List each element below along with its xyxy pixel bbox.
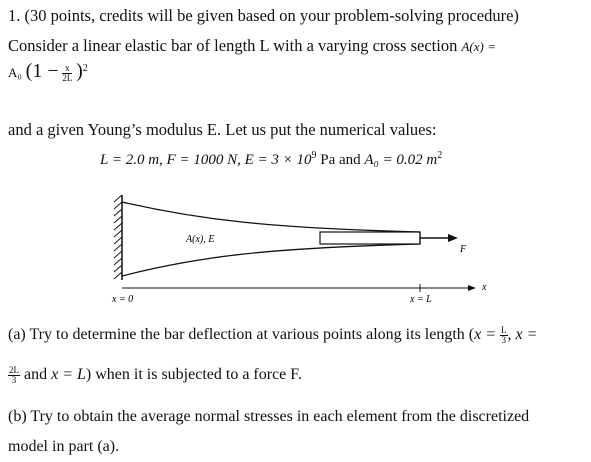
part-b-line1: (b) Try to obtain the average normal stresses in each element from the discretized <box>8 408 530 425</box>
part-a-continued <box>8 366 302 385</box>
area-a0: A₀ <box>8 65 22 80</box>
area-frac-den: 2L <box>62 73 73 84</box>
frac-L-3-den: 3 <box>501 335 507 345</box>
given-L: L = 2.0 m, <box>100 152 163 168</box>
label-force: F <box>460 244 467 255</box>
given-F: F = 1000 N, <box>166 152 241 168</box>
bar-figure <box>110 190 510 315</box>
problem-header: 1. (30 points, credits will be given based on your problem-solving procedure) <box>8 6 519 25</box>
part-a <box>8 326 537 345</box>
area-close: ) <box>76 60 83 82</box>
bar-end <box>320 232 420 244</box>
force-arrow <box>420 234 458 242</box>
part-a-xeq: x = <box>474 326 497 344</box>
frac-L-3 <box>500 326 508 345</box>
part-a-xeq2: x = <box>515 326 538 344</box>
part-a-and: and <box>24 366 48 384</box>
bar-diagram <box>110 190 510 310</box>
area-exponent: 2 <box>82 63 88 74</box>
given-values <box>100 150 442 169</box>
given-E-unit: Pa and <box>320 152 361 168</box>
problem-intro <box>8 36 496 56</box>
frac-2L-3-num: 2L <box>9 365 19 375</box>
label-xL: x = L <box>410 294 432 305</box>
label-x0: x = 0 <box>112 294 134 305</box>
frac-L-3-num: L <box>501 325 507 335</box>
given-A0: A₀ = 0.02 m <box>364 152 438 168</box>
frac-2L-3 <box>8 366 20 385</box>
intro-text: Consider a linear elastic bar of length L with a varying cross section <box>8 36 458 55</box>
area-fraction <box>62 64 72 83</box>
given-E: E = 3 × 10 <box>244 152 312 168</box>
part-a-xeq3: x = L <box>51 366 86 384</box>
label-area: A(x), E <box>186 234 215 245</box>
given-E-exp: 9 <box>311 150 317 161</box>
tapered-bar <box>122 202 420 276</box>
youngs-modulus-text: and a given Young’s modulus E. Let us put the numerical values: <box>8 120 437 139</box>
area-function-label: A(x) = <box>461 39 496 54</box>
area-open: (1 − <box>25 60 59 82</box>
part-b-line2: model in part (a). <box>8 438 120 455</box>
part-a-text: (a) Try to determine the bar deflection at various points along its length ( <box>8 326 475 344</box>
label-axis: x <box>482 282 487 293</box>
part-a-text3: ) when it is subjected to a force F. <box>85 366 302 384</box>
part-a-comma: , <box>507 326 512 344</box>
area-frac-num: x <box>62 64 72 74</box>
area-expression <box>8 60 88 83</box>
frac-2L-3-den: 3 <box>11 375 17 385</box>
fixed-wall <box>114 195 122 280</box>
x-axis <box>122 284 476 292</box>
given-A0-exp: 2 <box>437 150 443 161</box>
